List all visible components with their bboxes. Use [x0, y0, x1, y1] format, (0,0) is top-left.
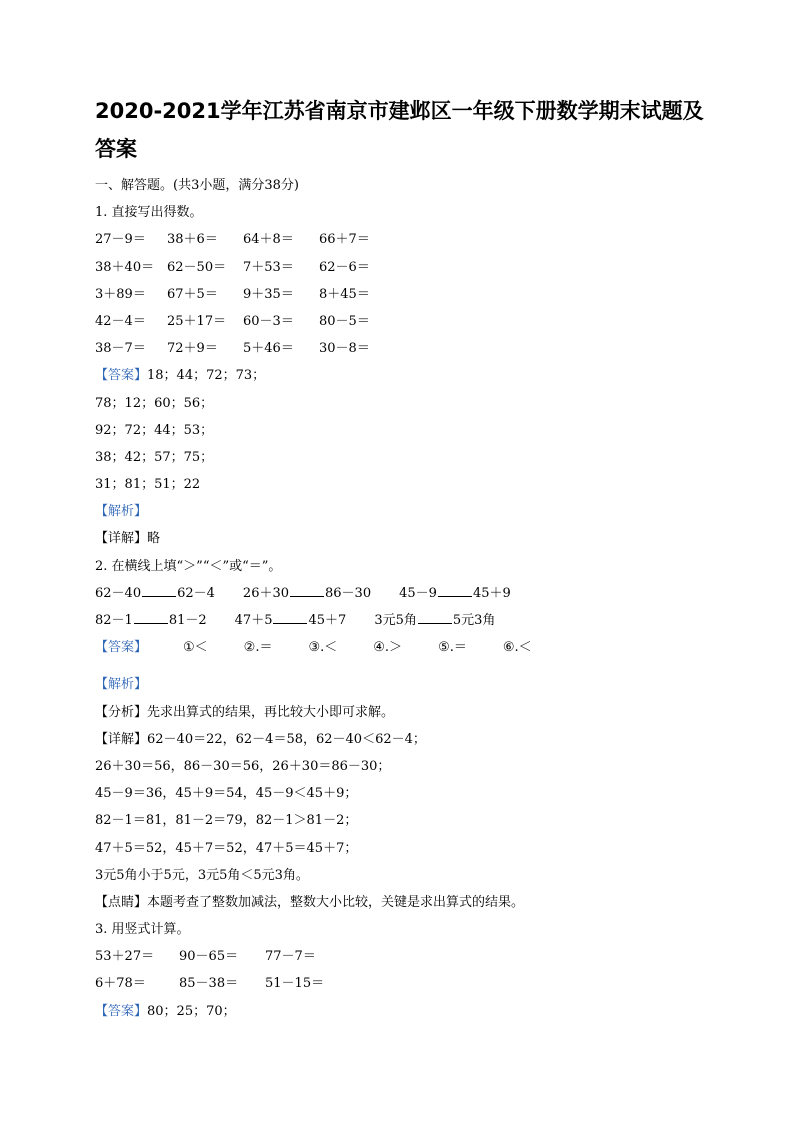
- q1-expr: 66＋7＝: [319, 232, 370, 248]
- q1-expr: 80－5＝: [319, 313, 370, 329]
- q1-row-3: [95, 281, 715, 308]
- q2-fenxi-text: 先求出算式的结果，再比较大小即可求解。: [147, 704, 395, 720]
- q3-expr: 90－65＝: [179, 949, 239, 965]
- q1-expr: 60－3＝: [243, 313, 294, 329]
- q1-detail-text: 略: [147, 531, 161, 547]
- answer-blank[interactable]: [134, 611, 168, 624]
- q1-answer-text: 18；44；72；73；: [147, 368, 266, 384]
- q1-row-4: [95, 308, 715, 335]
- q1-expr: 27－9＝: [95, 232, 146, 248]
- q2-right-expr: 45＋9: [472, 585, 511, 601]
- q2-left-expr: 45－9: [399, 585, 437, 601]
- q1-answer-line-2: 78；12；60；56；: [95, 395, 214, 411]
- q3-answer-text: 80；25；70；: [147, 1003, 236, 1019]
- dianjing-tag: 【点睛】: [95, 894, 148, 910]
- q2-left-expr: 3元5角: [374, 613, 417, 628]
- answer-blank[interactable]: [142, 584, 176, 597]
- section-header: 一、解答题。(共3小题，满分38分): [95, 178, 299, 193]
- q1-expr: 25＋17＝: [167, 313, 227, 329]
- q1-expr: 38－7＝: [95, 341, 146, 357]
- q1-expr: 38＋6＝: [167, 232, 218, 248]
- q2-fenxi: [95, 699, 715, 726]
- q2-detail-line-6: 3元5角小于5元，3元5角＜5元3角。: [95, 867, 309, 883]
- q1-expr: 9＋35＝: [243, 286, 294, 302]
- answer-blank[interactable]: [273, 611, 307, 624]
- analysis-tag: 【解析】: [95, 504, 148, 520]
- q2-dianjing: [95, 889, 715, 916]
- q3-expr: 77－7＝: [265, 949, 316, 965]
- q1-expr: 5＋46＝: [243, 341, 294, 357]
- q1-title: 1. 直接写出得数。: [95, 205, 203, 221]
- q1-analysis-tag: [95, 498, 715, 525]
- q1-expr: 72＋9＝: [167, 341, 218, 357]
- q2-left-expr: 26＋30: [242, 585, 290, 601]
- q2-title: 2. 在横线上填“＞”“＜”或“＝”。: [95, 558, 282, 574]
- fenxi-tag: 【分析】: [95, 704, 148, 720]
- q2-right-expr: 81－2: [168, 613, 207, 628]
- q2-left-expr: 47＋5: [234, 613, 273, 628]
- q1-answer-line-5: 31；81；51；22: [95, 477, 201, 493]
- q2-dianjing-text: 本题考查了整数加减法，整数大小比较，关键是求出算式的结果。: [147, 894, 525, 910]
- q2-right-expr: 45＋7: [308, 613, 347, 628]
- q2-detail-line-5: 47＋5＝52，45＋7＝52，47＋5＝45＋7；: [95, 840, 358, 856]
- answer-tag: 【答案】: [95, 640, 148, 656]
- q1-row-5: [95, 335, 715, 362]
- q2-detail-line-1: [95, 726, 715, 753]
- q1-row-1: [95, 226, 715, 253]
- answer-tag: 【答案】: [95, 1003, 148, 1019]
- detail-tag: 【详解】: [95, 731, 148, 747]
- answer-blank[interactable]: [438, 584, 472, 597]
- document-content: [95, 92, 715, 1025]
- q1-expr: 64＋8＝: [243, 232, 294, 248]
- q2-answer-item: ⑤.＝: [438, 640, 467, 656]
- detail-tag: 【详解】: [95, 531, 148, 547]
- q1-detail: [95, 525, 715, 552]
- document-title-line-2: 答案: [95, 137, 137, 161]
- q3-expr: 51－15＝: [265, 976, 325, 992]
- q1-answer-line-4: 38；42；57；75；: [95, 449, 214, 465]
- q3-row-1: [95, 943, 715, 970]
- document-title-line-1: 2020-2021学年江苏省南京市建邺区一年级下册数学期末试题及: [95, 99, 704, 123]
- q3-answer-line: [95, 998, 715, 1025]
- q1-expr: 3＋89＝: [95, 286, 146, 302]
- q3-expr: 6＋78＝: [95, 976, 146, 992]
- q2-right-expr: 86－30: [325, 585, 372, 601]
- q3-title: 3. 用竖式计算。: [95, 922, 190, 938]
- q2-detail-text: 62－40＝22，62－4＝58，62－40＜62－4；: [147, 731, 426, 747]
- q3-row-2: [95, 970, 715, 997]
- q2-answer-line: [95, 634, 715, 661]
- q1-answer-line-3: 92；72；44；53；: [95, 422, 214, 438]
- q1-expr: 7＋53＝: [243, 259, 294, 275]
- q1-expr: 62－6＝: [319, 259, 370, 275]
- q3-expr: 85－38＝: [179, 976, 239, 992]
- q2-answer-item: ③.＜: [308, 640, 338, 656]
- answer-blank[interactable]: [290, 584, 324, 597]
- q2-right-expr: 62－4: [177, 585, 215, 601]
- q2-left-expr: 62－40: [95, 585, 142, 601]
- q1-expr: 8＋45＝: [319, 286, 370, 302]
- q2-detail-line-3: 45－9＝36，45＋9＝54，45－9＜45＋9；: [95, 786, 358, 802]
- q2-answer-item: ②.＝: [243, 640, 273, 656]
- q2-left-expr: 82－1: [95, 613, 133, 628]
- analysis-tag: 【解析】: [95, 677, 148, 693]
- q2-analysis-tag: [95, 671, 715, 698]
- q1-expr: 30－8＝: [319, 341, 370, 357]
- q2-compare-row-2: [95, 607, 715, 634]
- answer-blank[interactable]: [418, 611, 452, 624]
- q1-answer-line-1: [95, 362, 715, 389]
- q2-right-expr: 5元3角: [452, 613, 496, 628]
- answer-tag: 【答案】: [95, 368, 148, 384]
- q1-expr: 62－50＝: [167, 259, 227, 275]
- q2-compare-row-1: [95, 580, 715, 607]
- q1-expr: 38＋40＝: [95, 259, 155, 275]
- q3-expr: 53＋27＝: [95, 949, 155, 965]
- q2-answer-item: ④.＞: [373, 640, 403, 656]
- q2-answer-item: ⑥.＜: [502, 640, 532, 656]
- q2-answer-item: ①＜: [183, 640, 208, 656]
- q1-row-2: [95, 254, 715, 281]
- q2-detail-line-2: 26＋30＝56，86－30＝56，26＋30＝86－30；: [95, 758, 391, 774]
- q1-expr: 67＋5＝: [167, 286, 218, 302]
- q1-expr: 42－4＝: [95, 313, 146, 329]
- q2-detail-line-4: 82－1＝81，81－2＝79，82－1＞81－2；: [95, 813, 358, 829]
